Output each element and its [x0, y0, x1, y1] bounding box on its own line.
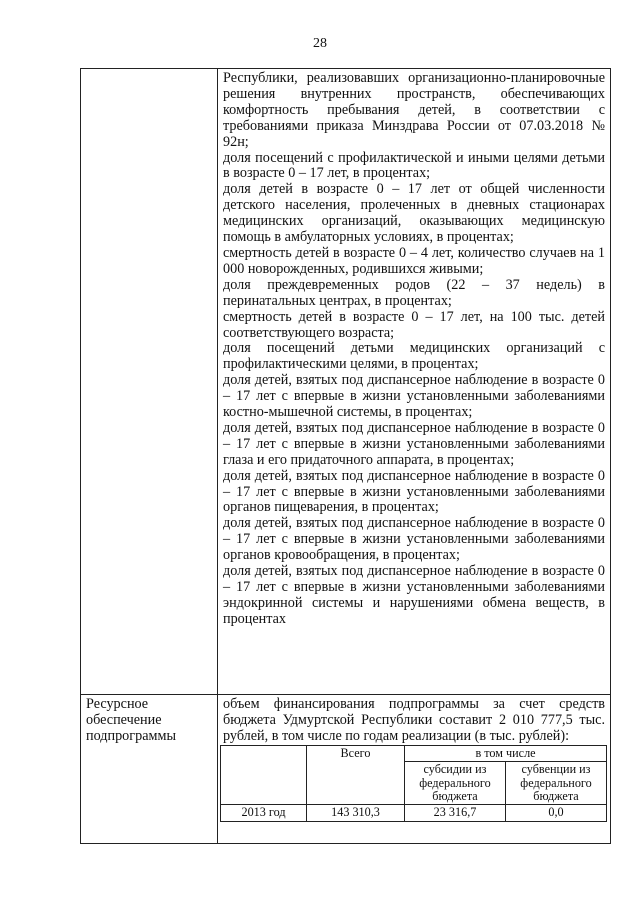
- resource-label-line: обеспечение: [86, 711, 162, 728]
- funding-subventions: 0,0: [506, 805, 607, 821]
- target-paragraph: доля преждевременных родов (22 – 37 недель) в перинатальных центрах, в процентах;: [223, 276, 605, 309]
- target-paragraph: смертность детей в возрасте 0 – 17 лет, на 100 тыс. детей соответствующего возраста;: [223, 308, 605, 341]
- target-paragraph: доля детей, взятых под диспансерное наблюдение в возрасте 0 – 17 лет с впервые в жизни установленными заболеваниями глаза и его придаточного аппарата, в процентах;: [223, 419, 605, 468]
- funding-year: 2013 год: [221, 805, 307, 821]
- funding-header-total: Всего: [307, 745, 405, 805]
- target-paragraph: доля детей, взятых под диспансерное наблюдение в возрасте 0 – 17 лет с впервые в жизни установленными заболеваниями органов пищеварения, в процентах;: [223, 467, 605, 516]
- target-paragraph: Республики, реализовавших организационно-планировочные решения внутренних пространств, обеспечивающих комфортность пребывания детей, в соответствии с требованиями приказа Минздрава России от 07.03.2018 № 92н;: [223, 70, 605, 150]
- targets-row: [81, 69, 611, 695]
- resource-label-line: подпрограммы: [86, 727, 176, 744]
- target-paragraph: доля детей в возрасте 0 – 17 лет от общей численности детского населения, пролеченных в дневных стационарах медицинских организаций, оказывающих медицинскую помощь в амбулаторных условиях, в процентах;: [223, 181, 605, 246]
- target-paragraph: доля детей, взятых под диспансерное наблюдение в возрасте 0 – 17 лет с впервые в жизни установленными заболеваниями органов кровообращения, в процентах;: [223, 515, 605, 564]
- targets-left-label: [81, 69, 217, 71]
- resource-row: [81, 695, 611, 844]
- funding-header-row: [221, 745, 607, 761]
- passport-table: [80, 68, 611, 844]
- resource-label: [81, 695, 217, 745]
- funding-row: [221, 805, 607, 821]
- targets-left-cell: [81, 69, 218, 695]
- targets-text: [218, 69, 610, 628]
- page-number: 28: [313, 36, 327, 51]
- target-paragraph: доля посещений детьми медицинских организаций с профилактическими целями, в процентах;: [223, 340, 605, 373]
- funding-table: [220, 745, 607, 822]
- target-paragraph: смертность детей в возрасте 0 – 4 лет, количество случаев на 1 000 новорожденных, родившихся живыми;: [223, 244, 605, 277]
- funding-header-year: [221, 745, 307, 805]
- resource-intro: объем финансирования подпрограммы за счет средств бюджета Удмуртской Республики составит 2 010 777,5 тыс. рублей, в том числе по годам реализации (в тыс. рублей):: [223, 696, 605, 744]
- resource-left-cell: [81, 695, 218, 844]
- funding-header-subsidies: субсидии из федерального бюджета: [405, 762, 506, 805]
- target-paragraph: доля детей, взятых под диспансерное наблюдение в возрасте 0 – 17 лет с впервые в жизни установленными заболеваниями эндокринной системы и нарушениями обмена веществ, в процентах: [223, 563, 605, 627]
- resource-right-cell: [218, 695, 611, 844]
- funding-subsidies: 23 316,7: [405, 805, 506, 821]
- funding-header-subventions: субвенции из федерального бюджета: [506, 762, 607, 805]
- target-paragraph: доля детей, взятых под диспансерное наблюдение в возрасте 0 – 17 лет с впервые в жизни установленными заболеваниями костно-мышечной системы, в процентах;: [223, 372, 605, 421]
- funding-header-group: в том числе: [405, 745, 607, 761]
- target-paragraph: доля посещений с профилактической и иными целями детьми в возрасте 0 – 17 лет, в процентах;: [223, 149, 605, 182]
- funding-total: 143 310,3: [307, 805, 405, 821]
- resource-label-line: Ресурсное: [86, 696, 149, 712]
- targets-right-cell: [218, 69, 611, 695]
